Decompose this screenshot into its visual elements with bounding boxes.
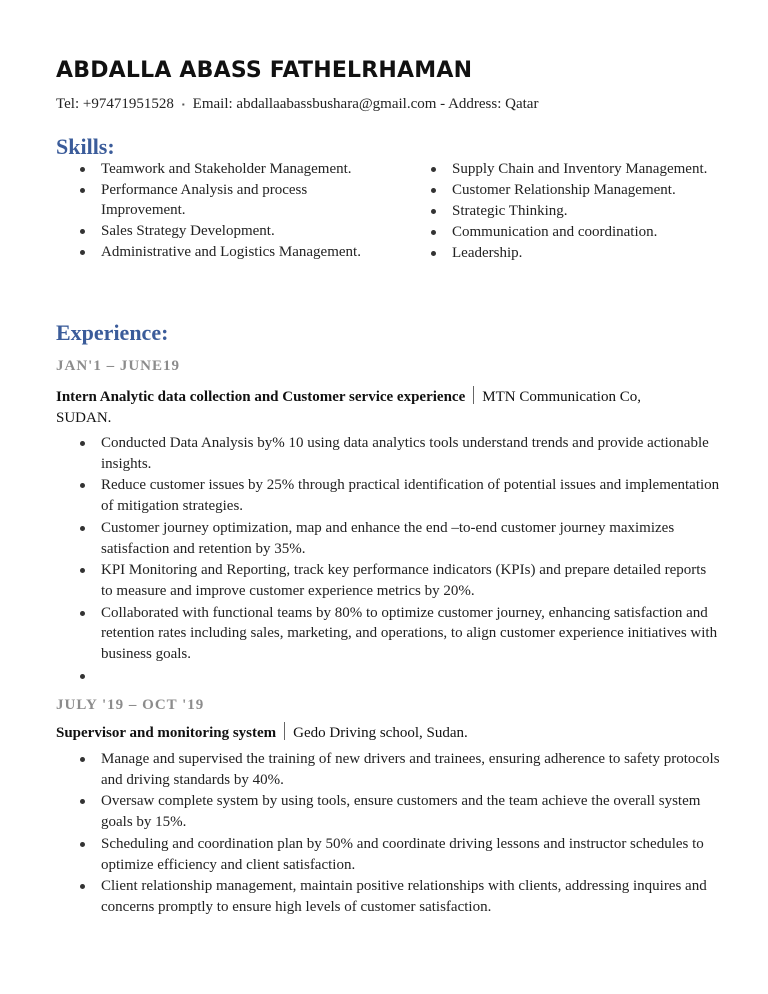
list-item: Reduce customer issues by 25% through practical identification of potential issues and implementation of mitigation strategies. [56,475,720,516]
list-item: Oversaw complete system by using tools, ensure customers and the team achieve the overall system goals by 15%. [56,791,720,832]
job-company: MTN Communication Co, SUDAN. [56,389,641,426]
candidate-name: ABDALLA ABASS FATHELRHAMAN [56,58,473,83]
skills-heading: Skills: [56,134,115,159]
list-item: Manage and supervised the training of new drivers and trainees, ensuring adherence to safety protocols and driving standards by 40%. [56,749,720,790]
list-item: Customer journey optimization, map and enhance the end –to-end customer journey maximizes satisfaction and retention by 35%. [56,518,720,559]
job-title-line [56,722,696,744]
list-item: Collaborated with functional teams by 80% to optimize customer journey, enhancing satisfaction and retention rates including sales, marketing, and operations, to align customer experience initiatives with business goals. [56,603,720,665]
contact-line [56,96,538,113]
skill-item: Sales Strategy Development. [56,221,376,241]
divider [473,386,474,404]
separator-icon: ▪ [181,100,185,110]
list-item: Conducted Data Analysis by% 10 using data analytics tools understand trends and provide actionable insights. [56,433,720,474]
divider [284,722,285,740]
list-item: Scheduling and coordination plan by 50% and coordinate driving lessons and instructor schedules to optimize efficiency and client satisfaction. [56,834,720,875]
phone-text: Tel: +97471951528 [56,96,174,112]
job-role: Intern Analytic data collection and Customer service experience [56,389,466,405]
list-item [56,666,720,686]
experience-heading: Experience: [56,320,169,345]
job-date: JULY '19 – OCT '19 [56,697,205,713]
skill-item: Administrative and Logistics Management. [56,242,376,262]
skill-item: Teamwork and Stakeholder Management. [56,159,376,179]
job-bullets [56,749,720,919]
list-item: Client relationship management, maintain positive relationships with clients, addressing inquires and concerns promptly to ensure high levels of customer satisfaction. [56,876,720,917]
job-role: Supervisor and monitoring system [56,725,277,741]
job-company: Gedo Driving school, Sudan. [293,725,468,741]
skill-item: Performance Analysis and process Improvement. [56,180,376,220]
email-address-text: Email: abdallaabassbushara@gmail.com - Address: Qatar [192,96,539,112]
job-title-line [56,386,696,429]
skill-item: Customer Relationship Management. [407,180,727,200]
skill-item: Communication and coordination. [407,222,727,242]
skill-item: Strategic Thinking. [407,201,727,221]
skill-item: Supply Chain and Inventory Management. [407,159,727,179]
skills-list-right [407,159,727,264]
job-date: JAN'1 – JUNE19 [56,358,181,374]
list-item: KPI Monitoring and Reporting, track key performance indicators (KPIs) and prepare detailed reports to measure and improve customer experience metrics by 20%. [56,560,720,601]
skills-list-left [56,159,376,263]
job-bullets [56,433,720,687]
skill-item: Leadership. [407,243,727,263]
